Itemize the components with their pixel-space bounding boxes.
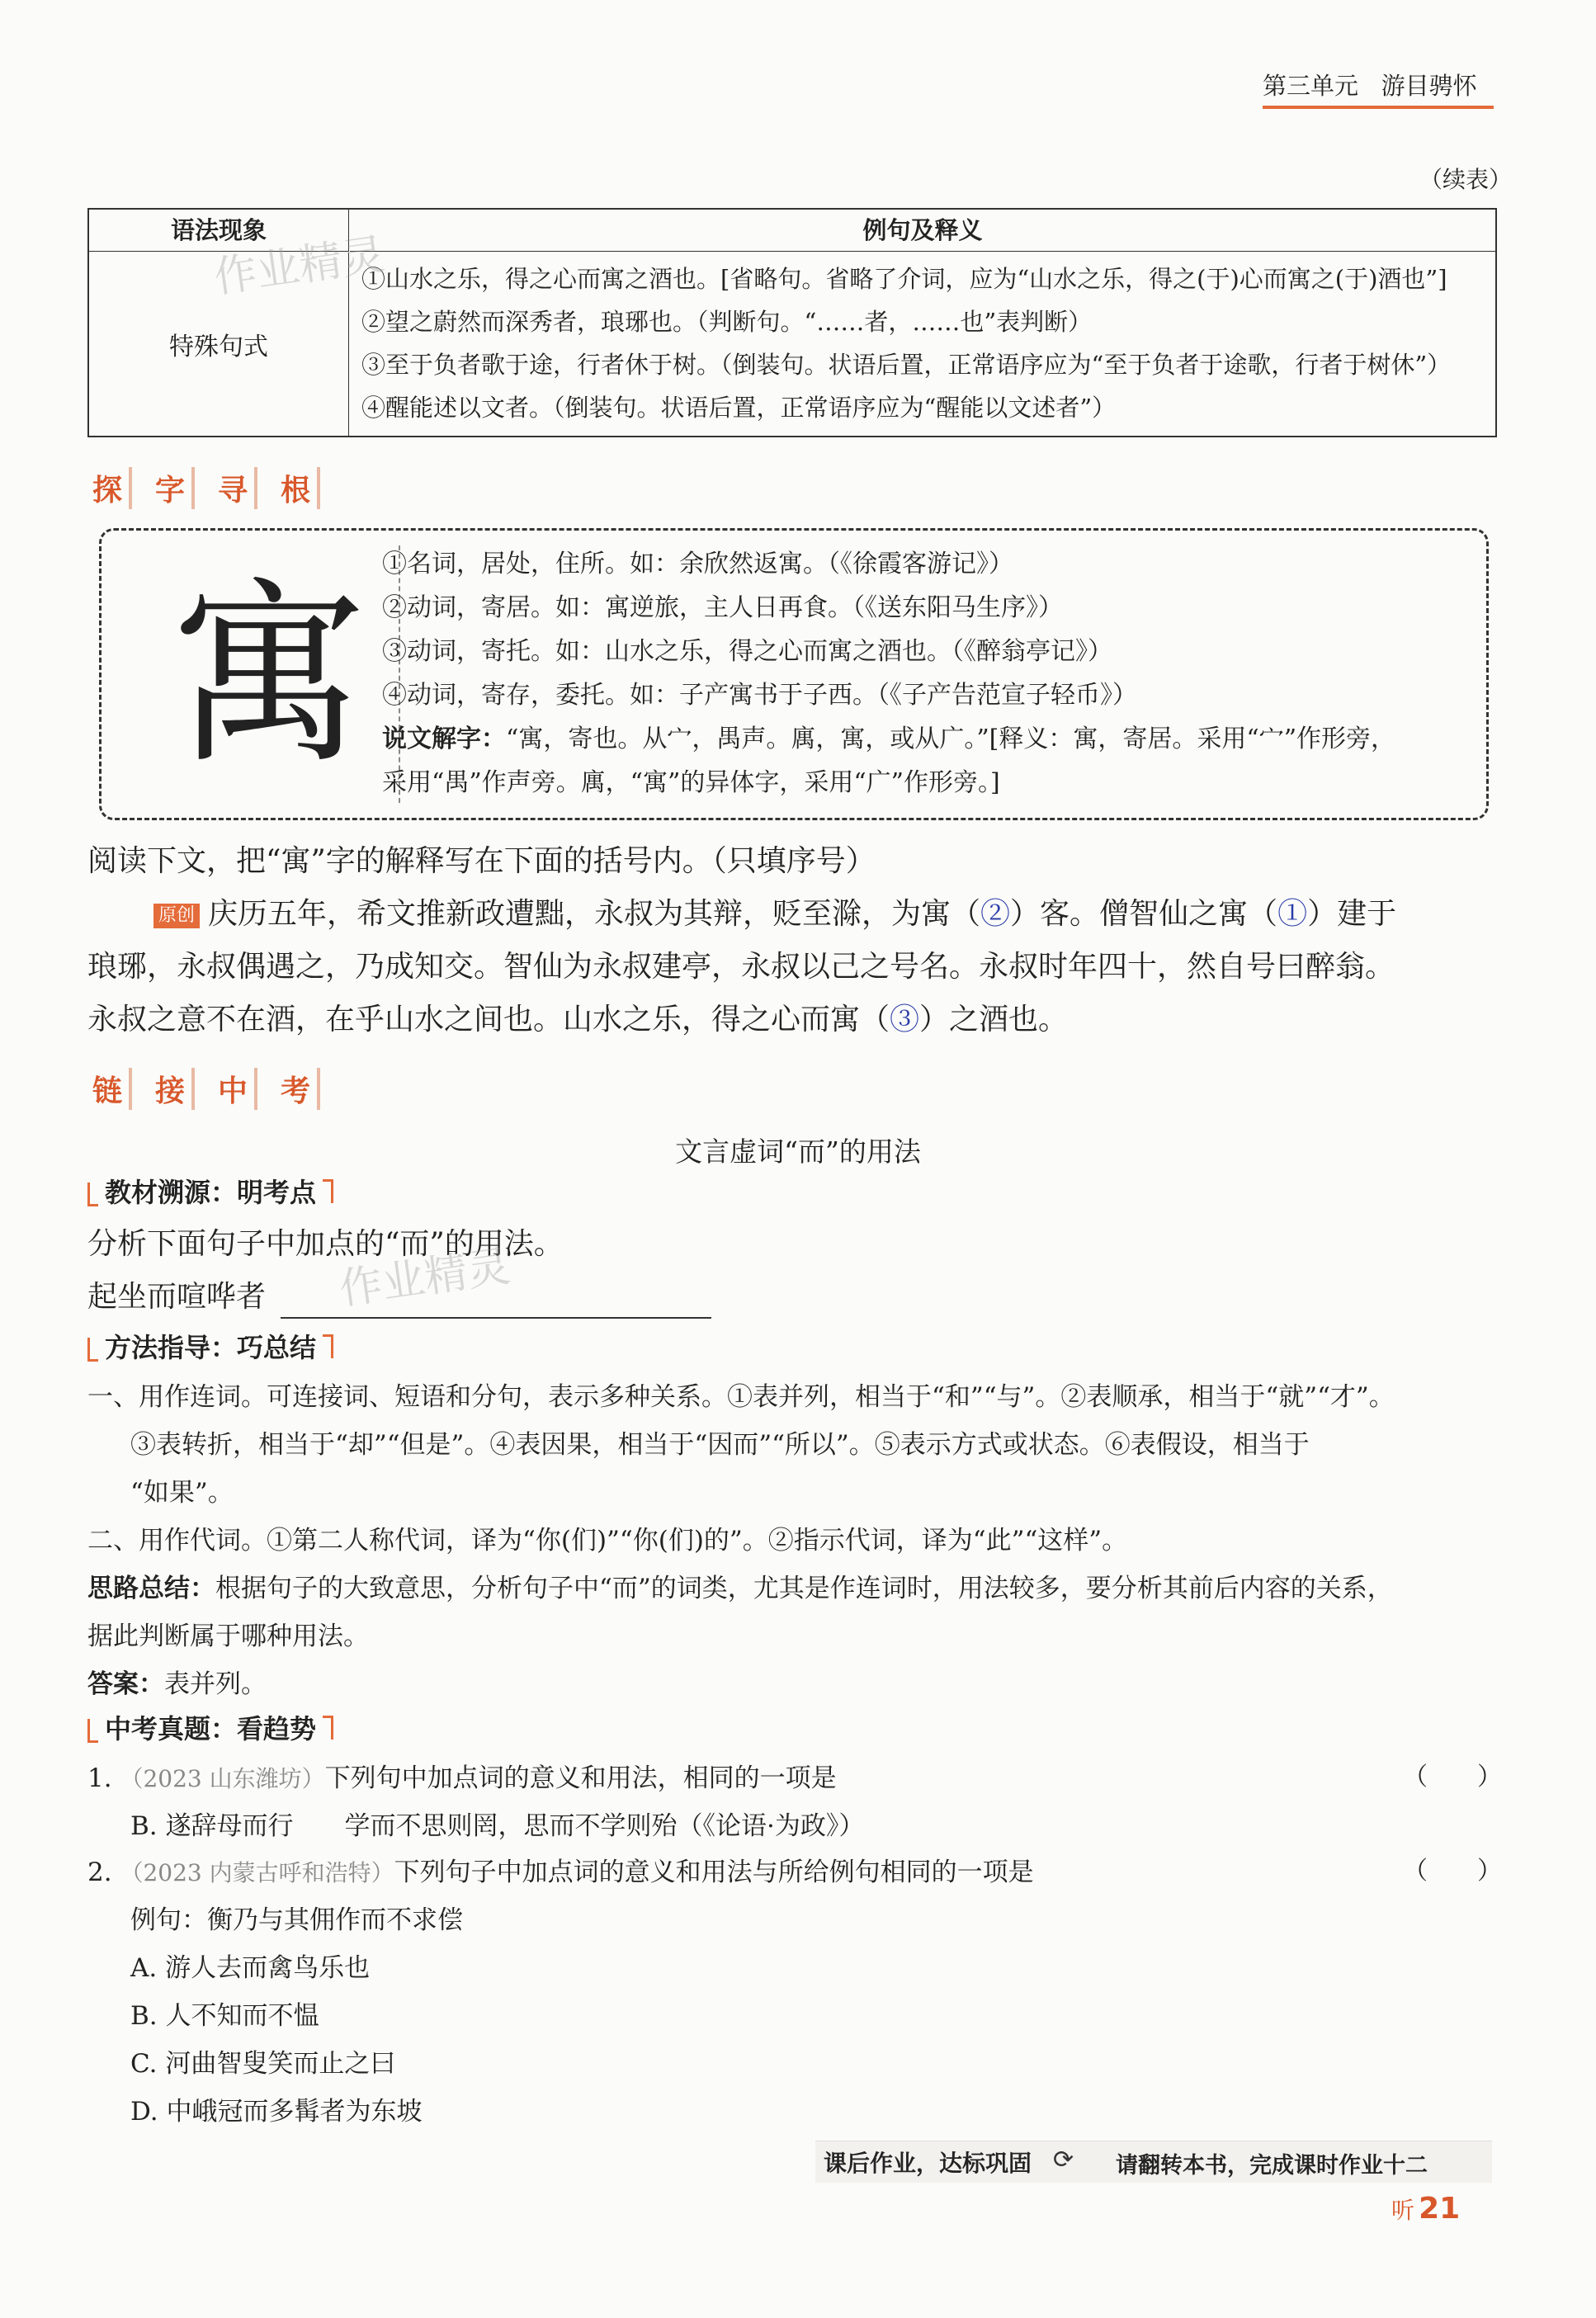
- reading-line: 永叔之意不在酒，在乎山水之间也。山水之乐，得之心而寓（③）之酒也。: [87, 1003, 1069, 1036]
- method-line: 一、用作连词。可连接词、短语和分句，表示多种关系。①表并列，相当于“和”“与”。②表顺承，相当于“就”“才”。: [87, 1382, 1395, 1412]
- example-sentence: 起坐而喧哗者: [87, 1280, 267, 1314]
- footer-homework-label: 课后作业，达标巩固: [824, 2150, 1032, 2177]
- meaning-item: ②动词，寄居。如：寓逆旅，主人日再食。（《送东阳马生序》）: [382, 593, 1063, 622]
- reading-instruction: 阅读下文，把“寓”字的解释写在下面的括号内。（只填序号）: [87, 844, 876, 878]
- method-line: ③表转折，相当于“却”“但是”。④表因果，相当于“因而”“所以”。⑤表示方式或状态。⑥表假设，相当于: [130, 1430, 1310, 1460]
- shuowen-line: 说文解字：“寓，寄也。从宀，禺声。庽，寓，或从广。”[释义：寓，寄居。采用“宀”作形旁，: [382, 725, 1396, 753]
- table-row: ②望之蔚然而深秀者，琅琊也。（判断句。“……者，……也”表判断）: [361, 308, 1093, 336]
- meaning-item: ③动词，寄托。如：山水之乐，得之心而寓之酒也。（《醉翁亭记》）: [382, 637, 1112, 666]
- summary-line: 思路总结：根据句子的大致意思，分析句子中“而”的词类，尤其是作连词时，用法较多，要分析其前后内容的关系，: [87, 1574, 1393, 1603]
- page-prefix: 听: [1391, 2197, 1415, 2224]
- character-box: [99, 528, 1489, 820]
- meaning-item: ④动词，寄存，委托。如：子产寓书于子西。（《子产告范宣子轻币》）: [382, 681, 1137, 710]
- task-text: 分析下面句子中加点的“而”的用法。: [87, 1227, 564, 1261]
- table-example-cell: [361, 257, 1492, 429]
- question-option: C. 河曲智叟笑而止之曰: [130, 2049, 396, 2079]
- table-header-examples: 例句及释义: [350, 210, 1495, 252]
- section-title-lianjie: 链 接 中 考: [92, 1068, 320, 1110]
- answer-2: ①: [1277, 897, 1308, 931]
- answer-3: ③: [890, 1003, 920, 1036]
- question-option: D. 中峨冠而多髯者为东坡: [130, 2097, 423, 2127]
- continued-label: （续表）: [1419, 166, 1513, 193]
- trend-title: 中考真题：看趋势: [87, 1708, 333, 1746]
- watermark: 作业精灵: [210, 229, 388, 304]
- header-underline: [1263, 106, 1494, 109]
- method-title: 方法指导：巧总结: [87, 1327, 333, 1365]
- answer-parentheses[interactable]: （ ）: [1403, 1763, 1502, 1792]
- answer-label: 答案：: [87, 1669, 164, 1699]
- method-line: 二、用作代词。①第二人称代词，译为“你(们)”“你(们)的”。②指示代词，译为“此”“这样”。: [87, 1526, 1128, 1556]
- summary-line: 据此判断属于哪种用法。: [87, 1622, 369, 1651]
- question-1: 1. （2023 山东潍坊）下列句中加点词的意义和用法，相同的一项是: [87, 1763, 837, 1793]
- footer-instruction: 请翻转本书，完成课时作业十二: [1116, 2153, 1428, 2179]
- unit-title: 游目骋怀: [1381, 72, 1477, 100]
- shuowen-label: 说文解字：: [382, 725, 506, 753]
- question-example: 例句：衡乃与其佣作而不求偿: [130, 1905, 463, 1935]
- question-option: B. 遂辞母而行 学而不思则罔，思而不学则殆（《论语·为政》）: [130, 1811, 865, 1841]
- reading-line: 原创 庆历五年，希文推新政遭黜，永叔为其辩，贬至滁，为寓（②）客。僧智仙之寓（①）建于: [153, 888, 1396, 941]
- original-badge: 原创: [153, 904, 200, 928]
- question-2: 2. （2023 内蒙古呼和浩特）下列句子中加点词的意义和用法与所给例句相同的一项是: [87, 1858, 1034, 1887]
- refresh-icon: ⟳: [1053, 2146, 1074, 2174]
- featured-character: 寓: [169, 559, 368, 791]
- unit-label: 第三单元: [1263, 72, 1359, 100]
- question-source: （2023 内蒙古呼和浩特）: [120, 1859, 394, 1886]
- unit-header: [1263, 68, 1477, 102]
- shuowen-line: 采用“禺”作声旁。庽，“寓”的异体字，采用“广”作形旁。]: [382, 768, 1000, 797]
- answer-blank[interactable]: [281, 1317, 711, 1319]
- answer-line: 答案：表并列。: [87, 1669, 267, 1699]
- character-meanings: [382, 542, 1471, 805]
- page-number: 听 21: [1391, 2192, 1461, 2226]
- article-title: 文言虚词“而”的用法: [675, 1135, 921, 1168]
- question-source: （2023 山东潍坊）: [120, 1765, 325, 1792]
- question-option: A. 游人去而禽鸟乐也: [130, 1953, 371, 1983]
- source-title: 教材溯源：明考点: [87, 1172, 333, 1210]
- meaning-item: ①名词，居处，住所。如：余欣然返寓。（《徐霞客游记》）: [382, 550, 1013, 578]
- answer-parentheses[interactable]: （ ）: [1403, 1857, 1502, 1886]
- watermark: 作业精灵: [336, 1241, 513, 1315]
- answer-1: ②: [980, 897, 1011, 931]
- reading-line: 琅琊，永叔偶遇之，乃成知交。智仙为永叔建亭，永叔以己之号名。永叔时年四十，然自号曰醉翁。: [87, 950, 1395, 984]
- table-row: ③至于负者歌于途，行者休于树。（倒装句。状语后置，正常语序应为“至于负者于途歌，行者于树休”）: [361, 351, 1452, 379]
- table-row: ④醒能述以文者。（倒装句。状语后置，正常语序应为“醒能以文述者”）: [361, 394, 1117, 422]
- section-title-tanzi: 探 字 寻 根: [92, 467, 320, 509]
- question-option: B. 人不知而不愠: [130, 2001, 319, 2031]
- table-category-cell: 特殊句式: [89, 253, 349, 436]
- method-line: “如果”。: [130, 1478, 234, 1508]
- summary-label: 思路总结：: [87, 1574, 215, 1603]
- table-header-phenomenon: 语法现象: [89, 210, 349, 252]
- table-row: ①山水之乐，得之心而寓之酒也。[省略句。省略了介词，应为“山水之乐，得之(于)心而寓之(于)酒也”]: [361, 265, 1447, 293]
